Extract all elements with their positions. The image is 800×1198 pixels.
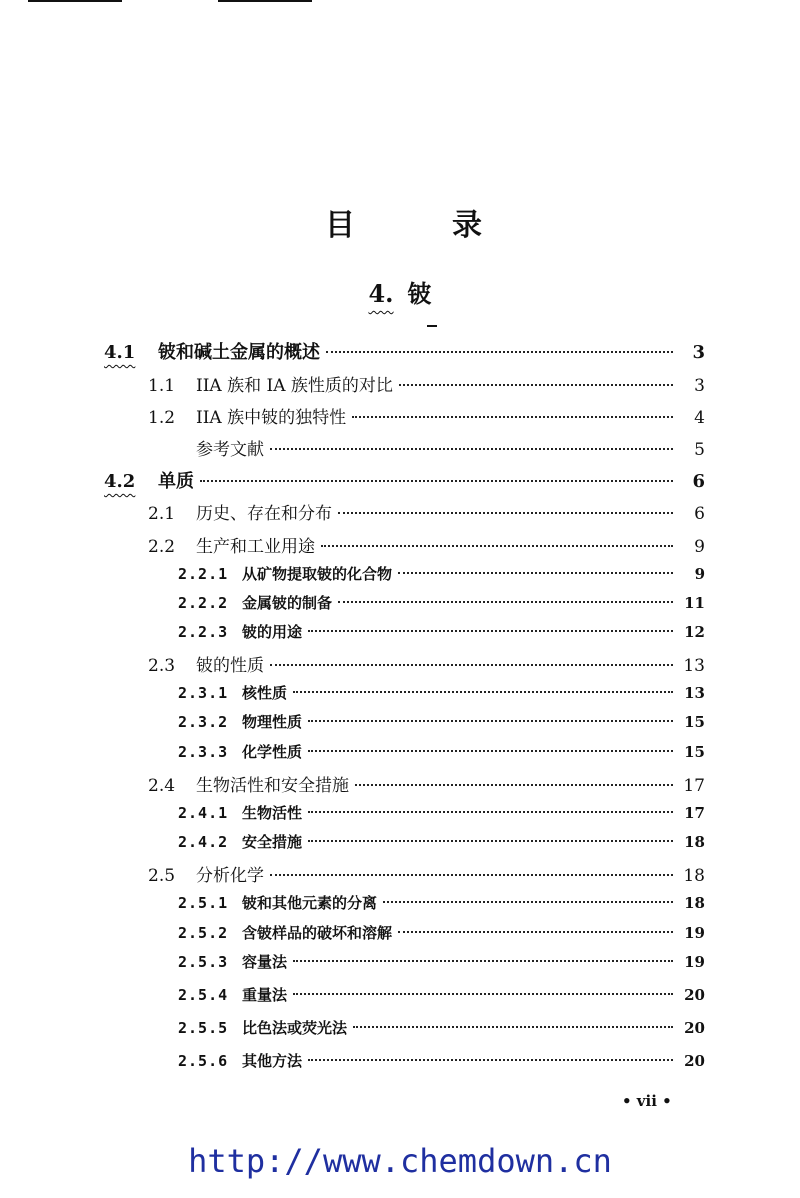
toc-entry-page: 17 (684, 804, 705, 822)
watermark-url: http://www.chemdown.cn (188, 1142, 612, 1180)
title-char-left: 目 (325, 208, 355, 243)
toc-entry-number: 2.5.1 (178, 894, 229, 912)
chapter-name: 铍 (407, 279, 432, 308)
dot-leader (200, 480, 673, 482)
toc-entry-page: 6 (692, 471, 705, 492)
dot-leader (399, 384, 673, 386)
toc-entry-number: 2.2.2 (178, 594, 229, 612)
dot-leader (308, 811, 673, 813)
toc-entry-page: 20 (684, 1019, 705, 1037)
toc-entry-page: 3 (694, 376, 705, 396)
toc-entry-page: 18 (683, 866, 705, 886)
toc-entry-number: 2.5 (148, 866, 176, 886)
toc-entry-number: 2.3 (148, 656, 176, 676)
toc-entry-page: 9 (694, 565, 705, 583)
toc-entry-number: 2.3.1 (178, 684, 229, 702)
toc-entry-number: 2.5.2 (178, 924, 229, 942)
toc-entry-page: 15 (684, 743, 705, 761)
dot-leader (352, 416, 673, 418)
toc-entry[interactable] (178, 592, 705, 616)
toc-entry-page: 4 (694, 408, 705, 428)
dot-leader (353, 1026, 673, 1028)
dot-leader (293, 960, 673, 962)
dot-leader (321, 545, 673, 547)
toc-entry-title: 参考文献 (196, 440, 264, 460)
dot-leader (270, 874, 673, 876)
toc-entry-title: 铍和其他元素的分离 (242, 894, 378, 912)
dot-leader (338, 512, 673, 514)
toc-entry-title: 其他方法 (242, 1052, 303, 1070)
toc-entry[interactable] (148, 651, 705, 675)
dot-leader (398, 572, 673, 574)
toc-entry-title: 金属铍的制备 (242, 594, 333, 612)
toc-entry[interactable] (148, 403, 705, 427)
toc-entry[interactable] (178, 711, 705, 735)
toc-entry-page: 3 (692, 342, 705, 363)
top-rule-right (218, 0, 312, 2)
toc-entry[interactable] (148, 532, 705, 556)
dot-leader (326, 351, 673, 353)
dot-leader (308, 1059, 673, 1061)
decorative-dash (427, 325, 437, 327)
toc-entry-number: 2.5.4 (178, 986, 229, 1004)
toc-entry-page: 5 (694, 440, 705, 460)
toc-entry[interactable] (178, 741, 705, 765)
toc-entry-number: 2.4 (148, 776, 176, 796)
toc-entry-title: 容量法 (242, 953, 288, 971)
toc-entry[interactable] (178, 951, 705, 975)
toc-entry-page: 19 (684, 924, 705, 942)
toc-entry[interactable] (148, 499, 705, 523)
toc-entry-page: 19 (684, 953, 705, 971)
toc-entry-title: 生物活性和安全措施 (196, 776, 349, 796)
dot-leader (398, 931, 673, 933)
toc-entry[interactable] (148, 371, 705, 395)
toc-entry-number: 2.5.3 (178, 953, 229, 971)
toc-entry-page: 18 (684, 894, 705, 912)
toc-entry-number: 2.2.1 (178, 565, 229, 583)
toc-entry-title: 历史、存在和分布 (196, 504, 332, 524)
toc-entry-number: 2.2 (148, 537, 176, 557)
toc-entry-page: 20 (684, 986, 705, 1004)
toc-entry-title: 安全措施 (242, 833, 303, 851)
toc-entry[interactable] (178, 922, 705, 946)
toc-entry-title: 重量法 (242, 986, 288, 1004)
toc-entry[interactable] (104, 467, 705, 491)
toc-entry[interactable] (148, 435, 705, 459)
toc-entry-page: 9 (694, 537, 705, 557)
dot-leader (383, 901, 673, 903)
toc-entry-title: 分析化学 (196, 866, 264, 886)
toc-entry-number: 2.1 (148, 504, 176, 524)
toc-entry[interactable] (104, 338, 705, 362)
toc-entry-title: 从矿物提取铍的化合物 (242, 565, 393, 583)
dot-leader (293, 993, 673, 995)
dot-leader (270, 664, 673, 666)
dot-leader (308, 630, 673, 632)
toc-entry[interactable] (178, 831, 705, 855)
toc-entry-title: 铍的性质 (196, 656, 264, 676)
toc-entry-number: 1.2 (148, 408, 176, 428)
toc-entry-title: 铍的用途 (242, 623, 303, 641)
toc-entry[interactable] (148, 771, 705, 795)
toc-entry-number: 2.5.5 (178, 1019, 229, 1037)
toc-entry[interactable] (178, 621, 705, 645)
dot-leader (338, 601, 673, 603)
dot-leader (308, 720, 673, 722)
toc-entry-page: 20 (684, 1052, 705, 1070)
toc-entry-page: 13 (683, 656, 705, 676)
toc-entry-page: 6 (694, 504, 705, 524)
toc-entry-page: 12 (684, 623, 705, 641)
toc-entry-title: IIA 族和 IA 族性质的对比 (196, 376, 393, 396)
toc-entry-title: 铍和碱土金属的概述 (158, 342, 320, 363)
dot-leader (270, 448, 673, 450)
dot-leader (293, 691, 673, 693)
page-title (0, 200, 800, 243)
toc-entry-page: 15 (684, 713, 705, 731)
chapter-heading (0, 274, 800, 309)
toc-entry-page: 18 (684, 833, 705, 851)
toc-entry-number: 2.4.1 (178, 804, 229, 822)
toc-entry-number: 2.5.6 (178, 1052, 229, 1070)
toc-entry[interactable] (178, 892, 705, 916)
toc-entry-page: 17 (683, 776, 705, 796)
chapter-number: 4. (368, 279, 394, 308)
dot-leader (308, 750, 673, 752)
toc-entry-page: 13 (684, 684, 705, 702)
toc-entry-title: 生产和工业用途 (196, 537, 315, 557)
page-number: • vii • (622, 1092, 672, 1110)
toc-entry[interactable] (178, 563, 705, 587)
toc-entry-page: 11 (684, 594, 705, 612)
toc-entry-title: 含铍样品的破坏和溶解 (242, 924, 393, 942)
toc-entry[interactable] (178, 984, 705, 1008)
toc-entry-title: 物理性质 (242, 713, 303, 731)
toc-entry[interactable] (178, 682, 705, 706)
toc-entry-number: 2.3.2 (178, 713, 229, 731)
toc-entry-title: 化学性质 (242, 743, 303, 761)
toc-entry[interactable] (178, 802, 705, 826)
top-rule-left (28, 0, 122, 2)
title-char-right: 录 (452, 208, 482, 243)
toc-entry-title: 生物活性 (242, 804, 303, 822)
toc-entry-number: 2.2.3 (178, 623, 229, 641)
toc-entry-number: 4.1 (104, 342, 136, 363)
toc-entry[interactable] (178, 1050, 705, 1074)
toc-entry-title: 单质 (158, 471, 194, 492)
toc-entry[interactable] (178, 1017, 705, 1041)
toc-entry-title: 核性质 (242, 684, 288, 702)
toc-entry[interactable] (148, 861, 705, 885)
toc-entry-title: IIA 族中铍的独特性 (196, 408, 347, 428)
toc-entry-title: 比色法或荧光法 (242, 1019, 348, 1037)
toc-entry-number: 1.1 (148, 376, 176, 396)
dot-leader (355, 784, 673, 786)
toc-entry-number: 2.3.3 (178, 743, 229, 761)
toc-entry-number: 2.4.2 (178, 833, 229, 851)
toc-entry-number: 4.2 (104, 471, 136, 492)
dot-leader (308, 840, 673, 842)
